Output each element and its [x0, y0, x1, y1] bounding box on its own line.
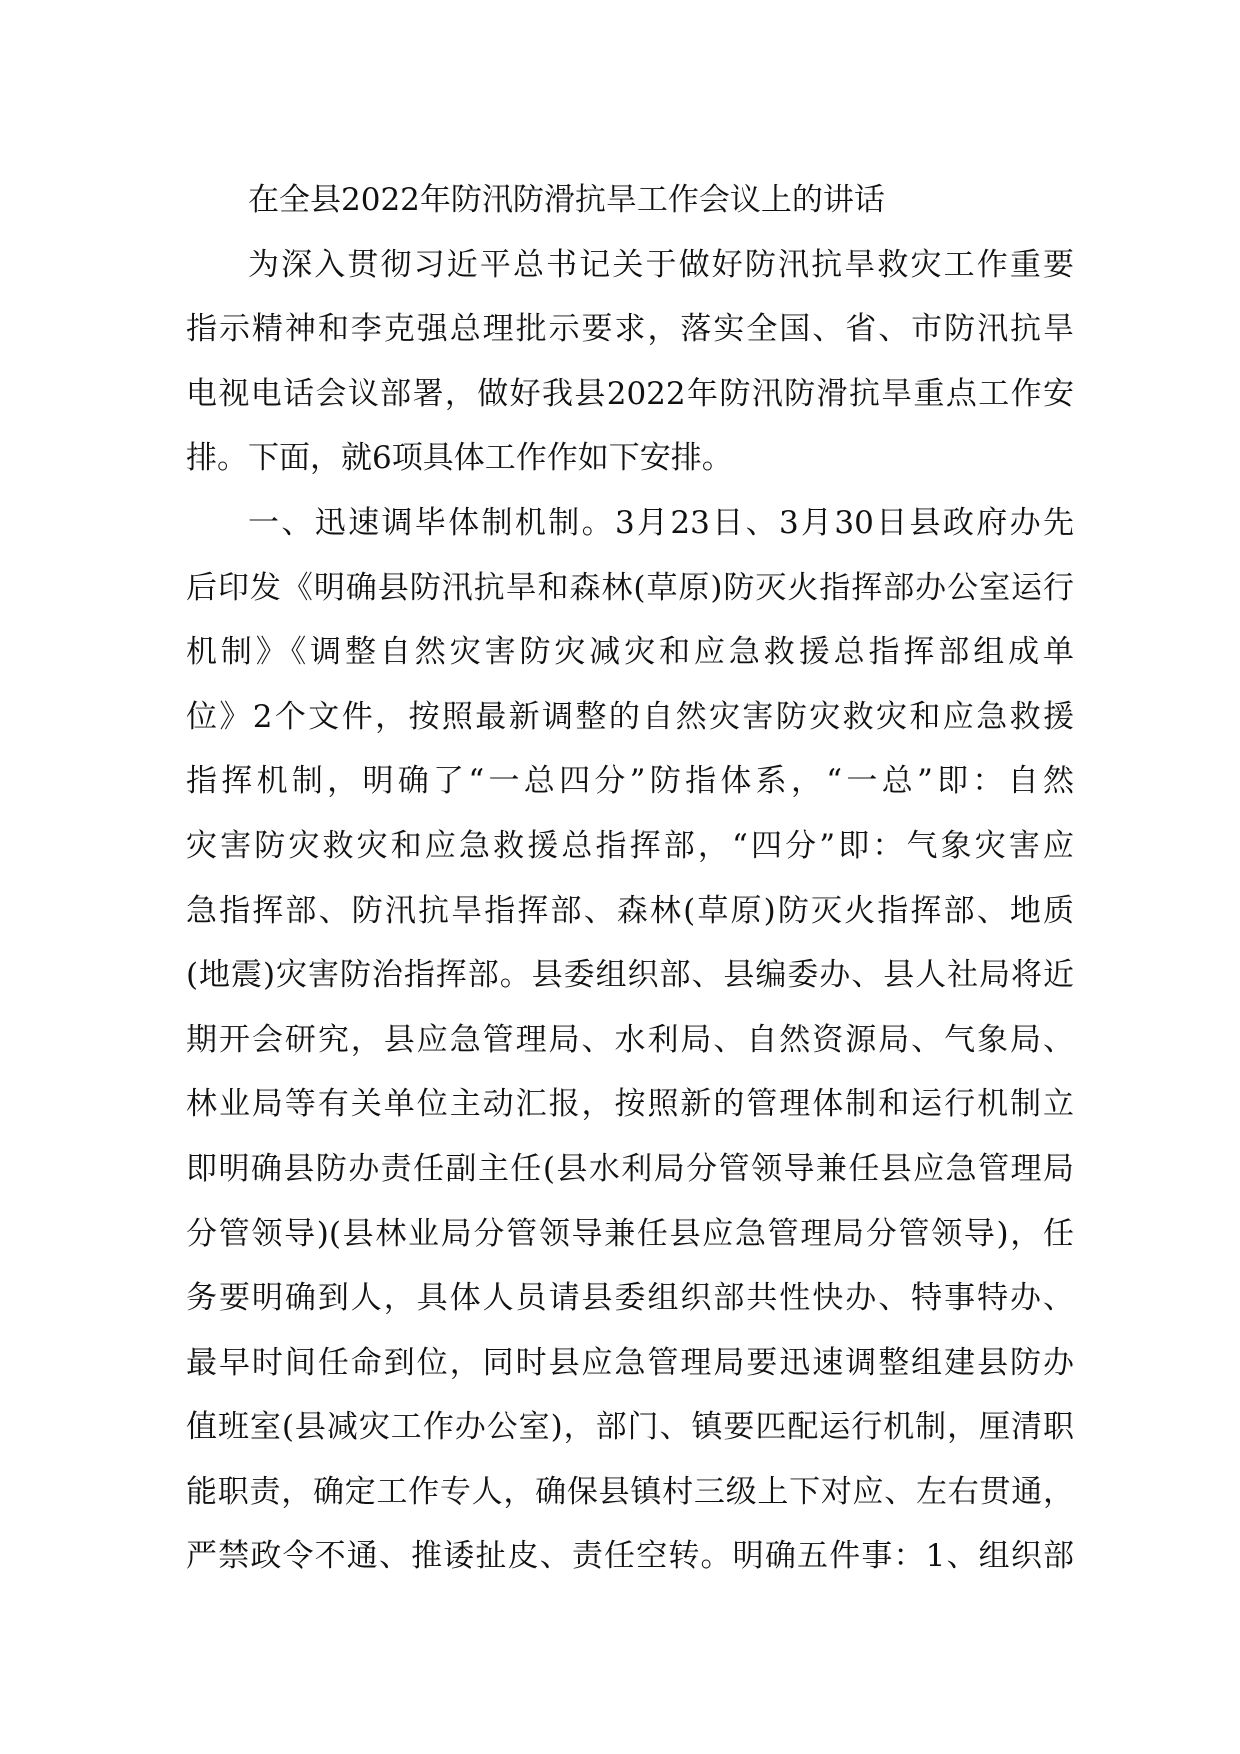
text-line: 指示精神和李克强总理批示要求，落实全国、省、市防汛抗旱 [186, 311, 1074, 348]
text-line: 期开会研究，县应急管理局、水利局、自然资源局、气象局、 [186, 1021, 1074, 1058]
document-title: 在全县2022年防汛防滑抗旱工作会议上的讲话 [248, 182, 885, 218]
text-line: 后印发《明确县防汛抗旱和森林(草原)防灭火指挥部办公室运行 [186, 569, 1074, 606]
text-line: 即明确县防办责任副主任(县水利局分管领导兼任县应急管理局 [186, 1150, 1074, 1187]
text-line: 林业局等有关单位主动汇报，按照新的管理体制和运行机制立 [186, 1086, 1074, 1123]
text-line: 务要明确到人，具体人员请县委组织部共性快办、特事特办、 [186, 1280, 1074, 1317]
text-line: 值班室(县减灾工作办公室)，部门、镇要匹配运行机制，厘清职 [186, 1409, 1074, 1446]
text-line: (地震)灾害防治指挥部。县委组织部、县编委办、县人社局将近 [186, 957, 1074, 994]
text-line: 为深入贯彻习近平总书记关于做好防汛抗旱救灾工作重要 [248, 246, 1074, 283]
text-line: 指挥机制，明确了“一总四分”防指体系，“一总”即：自然 [186, 763, 1074, 800]
text-line: 分管领导)(县林业局分管领导兼任县应急管理局分管领导)，任 [186, 1215, 1074, 1252]
text-line: 严禁政令不通、推诿扯皮、责任空转。明确五件事：1、组织部 [186, 1538, 1074, 1575]
document-body [186, 168, 1074, 1589]
text-line: 急指挥部、防汛抗旱指挥部、森林(草原)防灭火指挥部、地质 [186, 892, 1074, 929]
text-line: 一、迅速调毕体制机制。3月23日、3月30日县政府办先 [248, 504, 1074, 541]
text-line: 机制》《调整自然灾害防灾减灾和应急救援总指挥部组成单 [186, 634, 1074, 671]
text-line: 灾害防灾救灾和应急救援总指挥部，“四分”即：气象灾害应 [186, 827, 1074, 864]
text-line: 位》2个文件，按照最新调整的自然灾害防灾救灾和应急救援 [186, 698, 1074, 735]
text-line: 排。下面，就6项具体工作作如下安排。 [186, 440, 733, 477]
text-line: 最早时间任命到位，同时县应急管理局要迅速调整组建县防办 [186, 1344, 1074, 1381]
text-line: 电视电话会议部署，做好我县2022年防汛防滑抗旱重点工作安 [186, 375, 1074, 412]
text-line: 能职责，确定工作专人，确保县镇村三级上下对应、左右贯通， [186, 1473, 1074, 1510]
